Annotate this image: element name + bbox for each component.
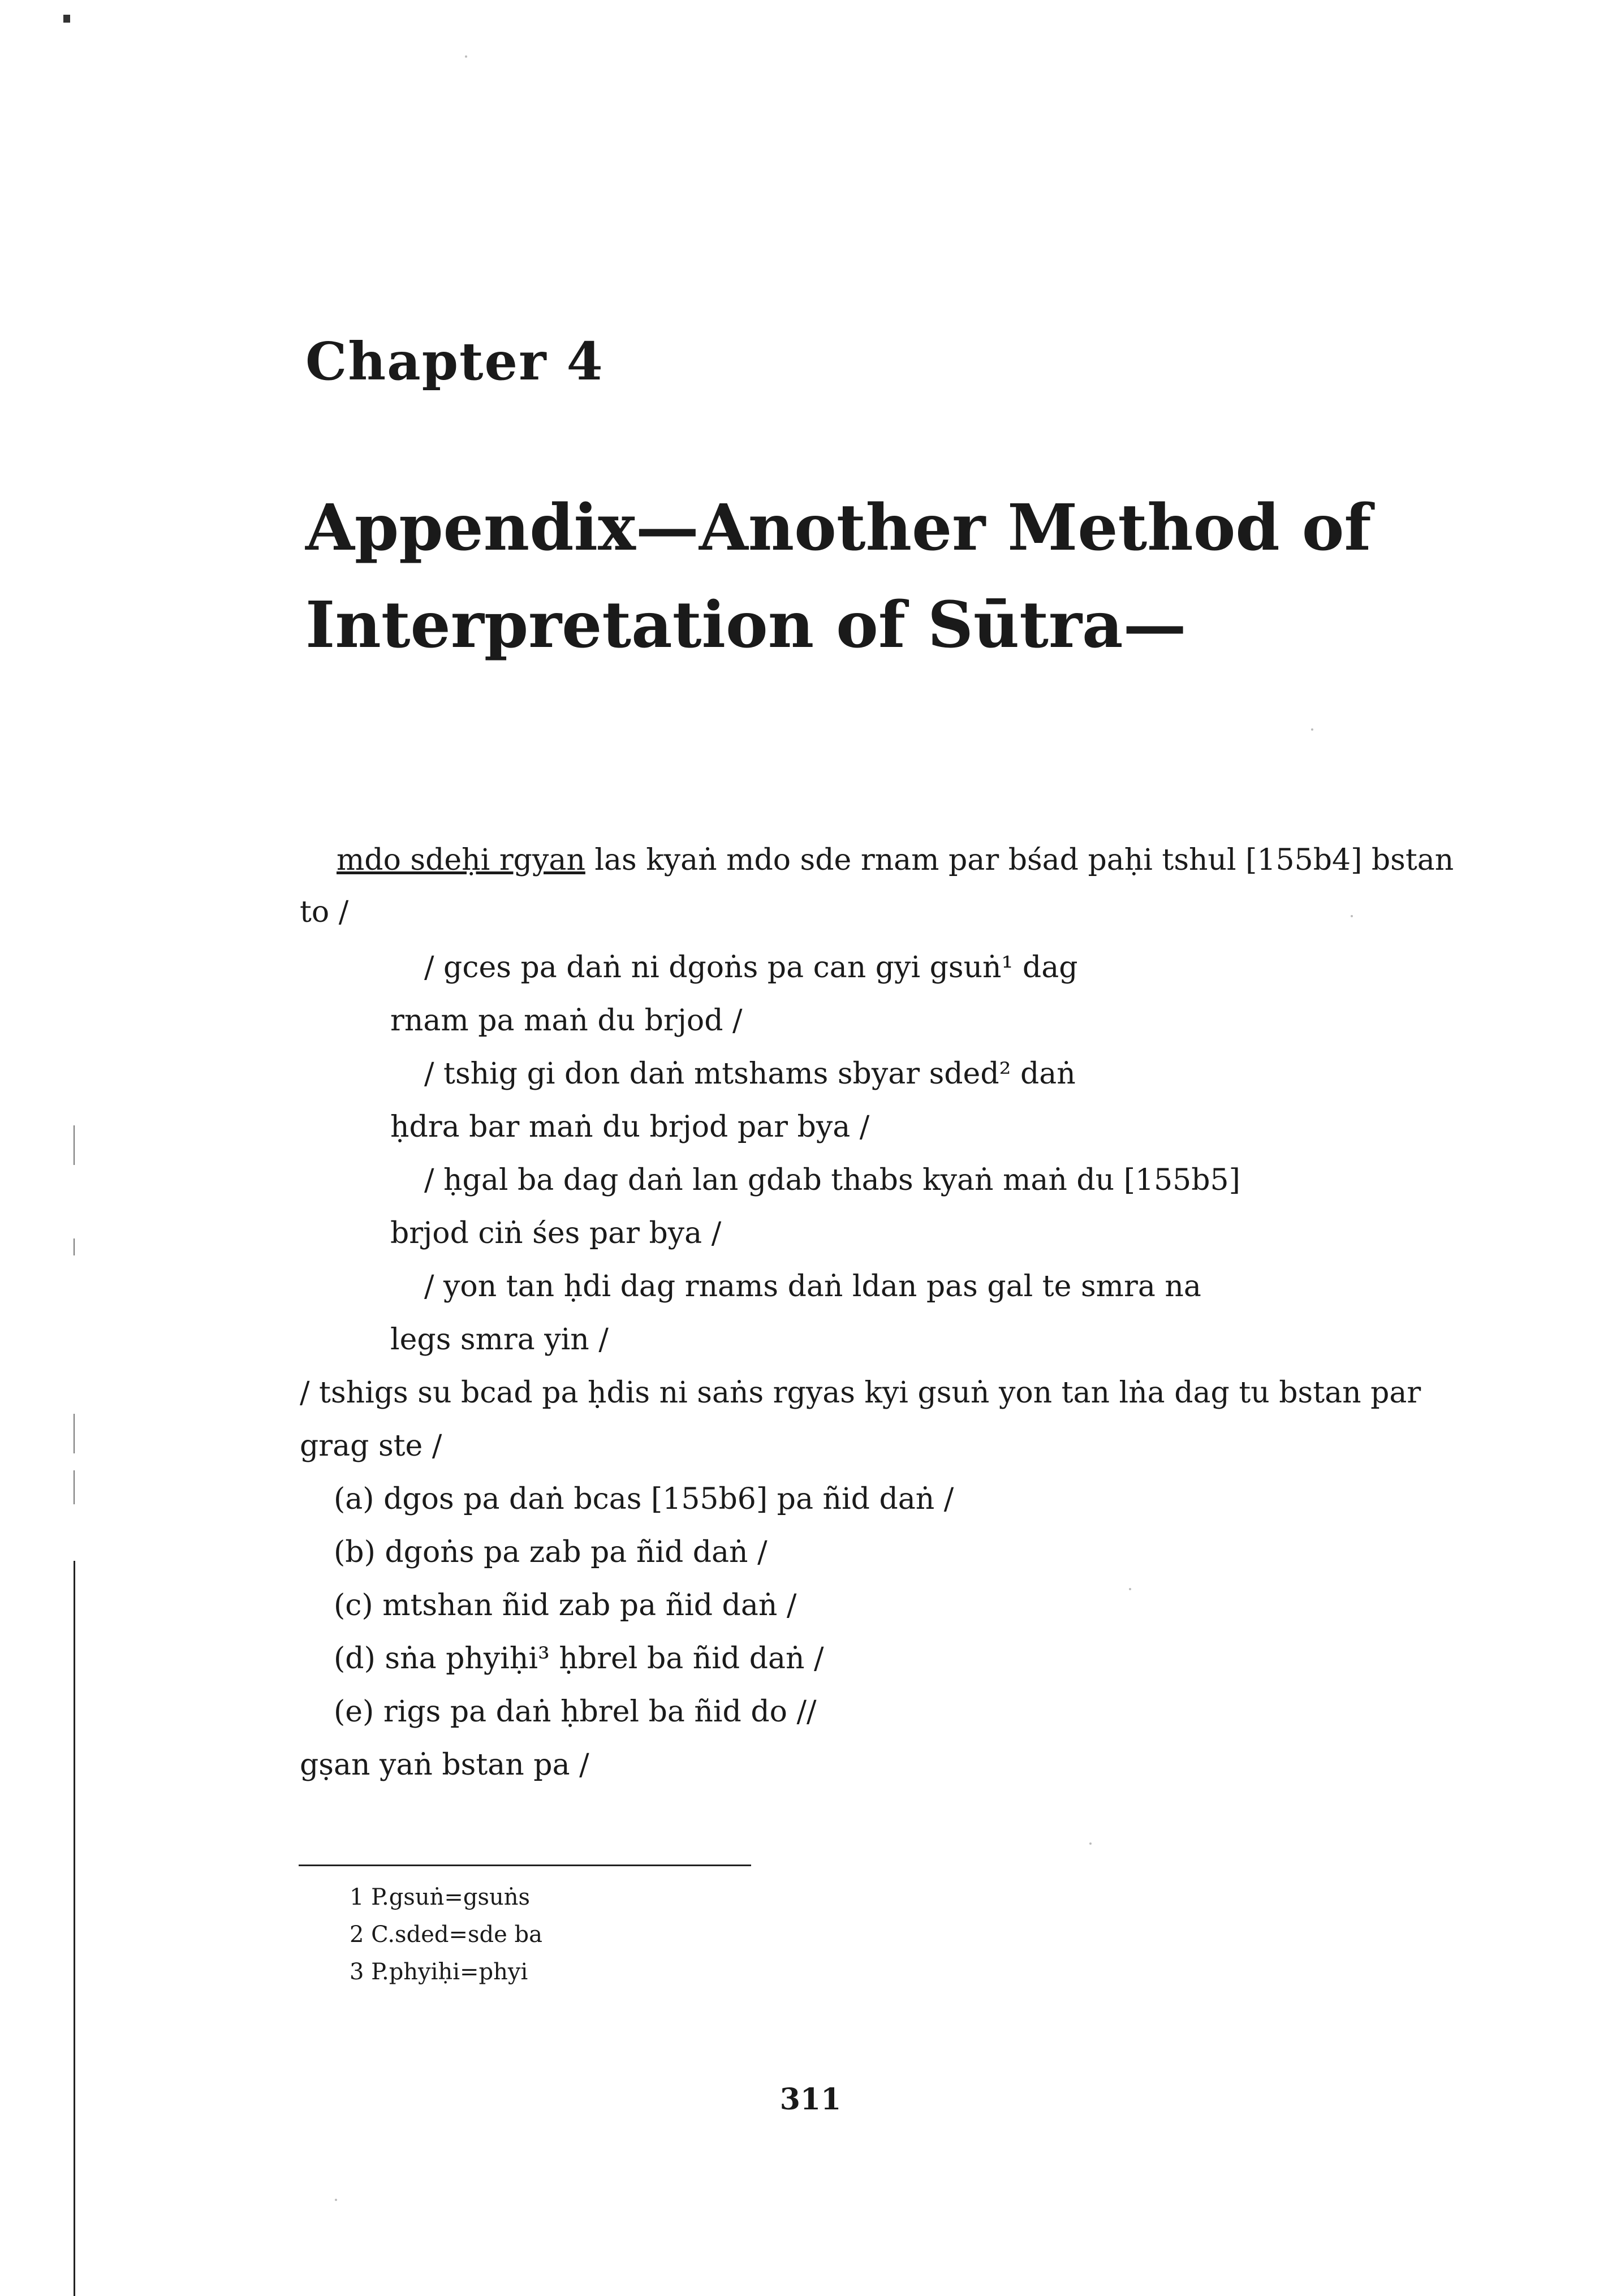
verse-line: legs smra yin / (390, 1323, 609, 1357)
closing-line: gṣan yaṅ bstan pa / (300, 1748, 589, 1782)
verse-line: / tshig gi don daṅ mtshams sbyar sded² daṅ (424, 1057, 1076, 1091)
chapter-title-line-1: Appendix—Another Method of (305, 491, 1372, 565)
dust-speck (465, 55, 467, 58)
footnotes (350, 1879, 542, 1991)
verse-line: ḥdra bar maṅ du brjod par bya / (390, 1110, 870, 1144)
verse-line: / ḥgal ba dag daṅ lan gdab thabs kyaṅ maṅ du [155b5] (424, 1163, 1240, 1197)
verse-line: / gces pa daṅ ni dgoṅs pa can gyi gsuṅ¹ dag (424, 951, 1078, 985)
page-number: 311 (779, 2082, 842, 2117)
verse-line: rnam pa maṅ du brjod / (390, 1004, 743, 1038)
binding-edge-dash (74, 1238, 75, 1255)
binding-edge-dash (74, 1125, 75, 1165)
chapter-title (305, 480, 1372, 674)
list-item-a: (a) dgos pa daṅ bcas [155b6] pa ñid daṅ / (334, 1482, 954, 1516)
list-item-b: (b) dgoṅs pa zab pa ñid daṅ / (334, 1535, 768, 1569)
binding-edge-dash (74, 1470, 75, 1504)
source-title-underlined: mdo sdeḥi rgyan (337, 843, 585, 877)
chapter-title-line-2: Interpretation of Sūtra— (305, 588, 1187, 662)
scan-artifact (63, 15, 70, 23)
intro-line-1-rest: las kyaṅ mdo sde rnam par bśad paḥi tshul [155b4] bstan (585, 843, 1454, 877)
footnote-separator (299, 1865, 751, 1866)
dust-speck (1351, 915, 1353, 917)
verse-line: / yon tan ḥdi dag rnams daṅ ldan pas gal te smra na (424, 1270, 1201, 1304)
dust-speck (1311, 728, 1313, 731)
list-item-d: (d) sṅa phyiḥi³ ḥbrel ba ñid daṅ / (334, 1642, 824, 1676)
dust-speck (335, 2199, 337, 2201)
dust-speck (1129, 1588, 1131, 1590)
footnote-2: 2 C.sded=sde ba (350, 1922, 542, 1948)
verse-line: brjod ciṅ śes par bya / (390, 1216, 722, 1250)
list-item-e: (e) rigs pa daṅ ḥbrel ba ñid do // (334, 1695, 817, 1729)
binding-edge-dash (74, 1414, 75, 1453)
paragraph-line-2: grag ste / (300, 1429, 442, 1463)
footnote-1: 1 P.gsuṅ=gsuṅs (350, 1884, 531, 1910)
intro-line-1 (337, 840, 1454, 880)
paragraph-line-1: / tshigs su bcad pa ḥdis ni saṅs rgyas kyi gsuṅ yon tan lṅa dag tu bstan par (300, 1376, 1421, 1410)
list-item-c: (c) mtshan ñid zab pa ñid daṅ / (334, 1589, 797, 1622)
dust-speck (1089, 1842, 1092, 1845)
footnote-3: 3 P.phyiḥi=phyi (350, 1959, 528, 1985)
binding-edge-line (74, 1561, 75, 2296)
chapter-label: Chapter 4 (305, 331, 604, 392)
intro-line-2: to / (300, 895, 349, 929)
